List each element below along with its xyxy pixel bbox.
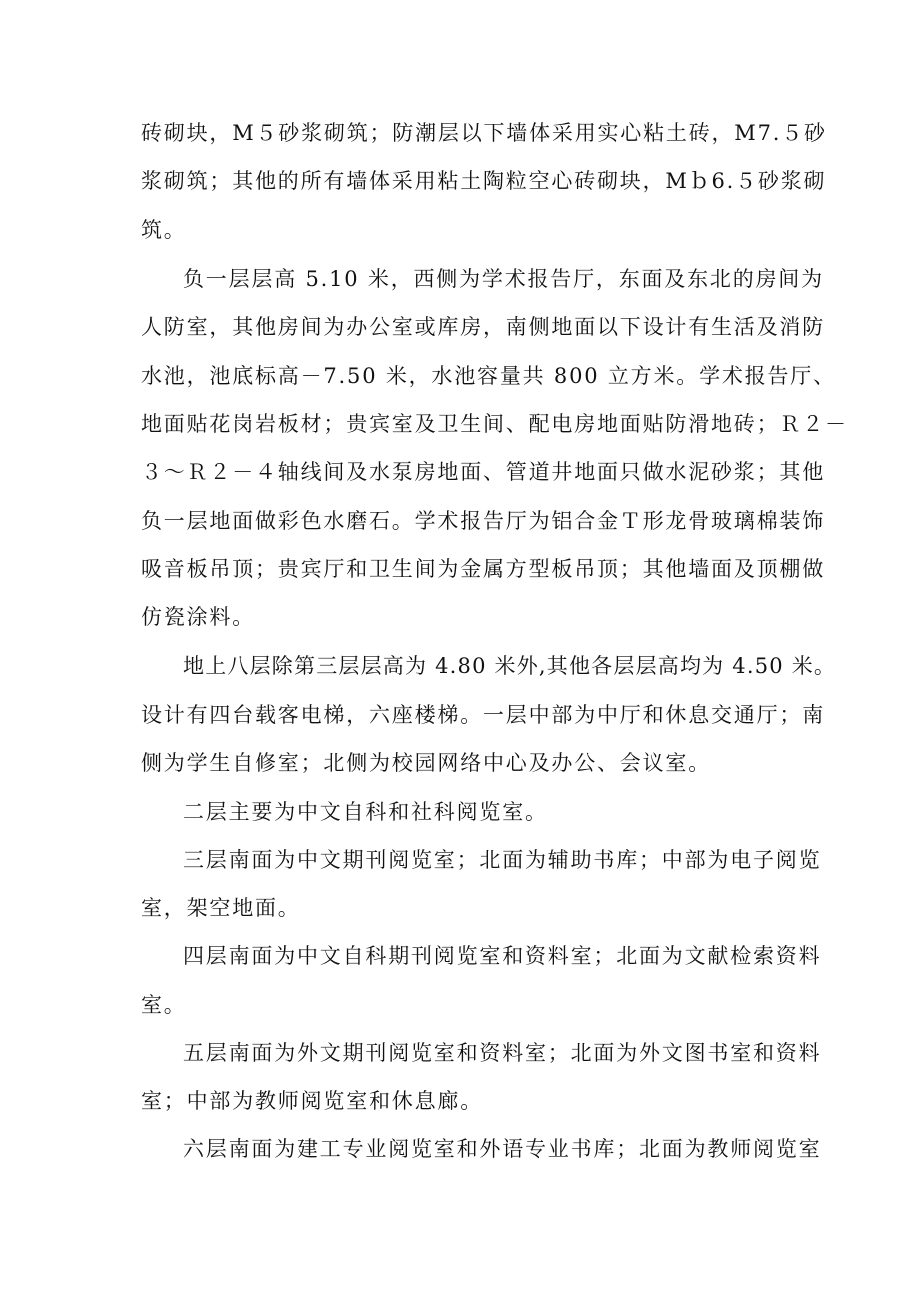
text-line: 室；中部为教师阅览室和休息廊。	[141, 1089, 483, 1113]
text-line: 室。	[141, 993, 187, 1017]
text-line: 地面贴花岗岩板材；贵宾室及卫生间、配电房地面贴防滑地砖；Ｒ２－	[141, 412, 848, 436]
text-line: 五层南面为外文期刊阅览室和资料室；北面为外文图书室和资料	[183, 1041, 822, 1065]
text-line: 四层南面为中文自科期刊阅览室和资料室；北面为文献检索资料	[183, 944, 822, 968]
text-line: 负一层层高 5.10 米，西侧为学术报告厅，东面及东北的房间为	[183, 267, 824, 291]
text-line: 六层南面为建工专业阅览室和外语专业书库；北面为教师阅览室	[183, 1137, 822, 1161]
text-line: 侧为学生自修室；北侧为校园网络中心及办公、会议室。	[141, 751, 711, 775]
text-line: 地上八层除第三层层高为 4.80 米外,其他各层层高均为 4.50 米。	[183, 654, 837, 678]
text-line: 砖砌块，M５砂浆砌筑；防潮层以下墙体采用实心粘土砖，M7.５砂	[141, 121, 827, 145]
text-line: 浆砌筑；其他的所有墙体采用粘土陶粒空心砖砌块，Mｂ6.５砂浆砌	[141, 169, 827, 193]
text-line: 设计有四台载客电梯，六座楼梯。一层中部为中厅和休息交通厅；南	[141, 703, 825, 727]
text-line: 吸音板吊顶；贵宾厅和卫生间为金属方型板吊顶；其他墙面及顶棚做	[141, 557, 825, 581]
text-line: 室，架空地面。	[141, 896, 301, 920]
text-line: 水池，池底标高－7.50 米，水池容量共 800 立方米。学术报告厅、	[141, 364, 836, 388]
text-line: 三层南面为中文期刊阅览室；北面为辅助书库；中部为电子阅览	[183, 848, 822, 872]
text-line: 筑。	[141, 218, 187, 242]
text-line: ３～Ｒ２－４轴线间及水泵房地面、管道井地面只做水泥砂浆；其他	[141, 460, 825, 484]
text-line: 人防室，其他房间为办公室或库房，南侧地面以下设计有生活及消防	[141, 315, 825, 339]
text-line: 二层主要为中文自科和社科阅览室。	[183, 800, 548, 824]
text-line: 仿瓷涂料。	[141, 605, 255, 629]
text-line: 负一层地面做彩色水磨石。学术报告厅为铝合金Ｔ形龙骨玻璃棉装饰	[141, 509, 825, 533]
